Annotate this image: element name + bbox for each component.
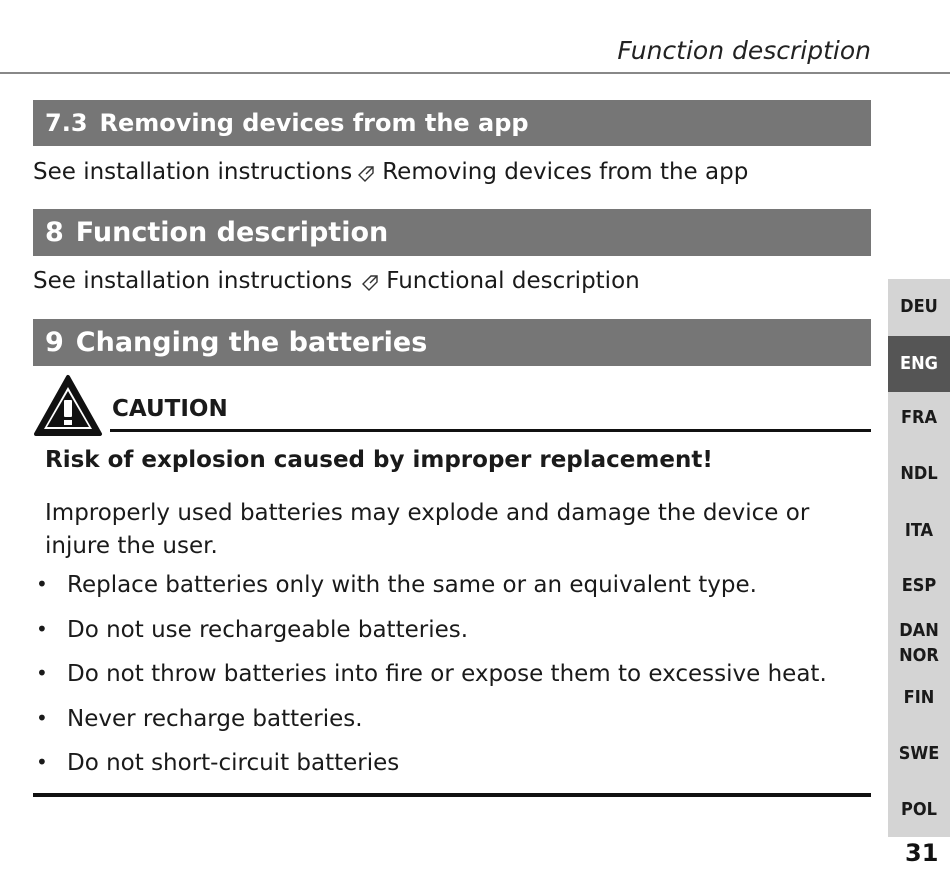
precaution-list	[33, 572, 827, 795]
section-7-3-text	[33, 159, 748, 185]
caution-rule	[110, 429, 871, 432]
warning-title: Risk of explosion caused by improper replacement!	[45, 447, 713, 473]
section-title: Function description	[75, 217, 389, 248]
tab-deu[interactable]: DEU	[900, 296, 938, 317]
list-item: • Do not short-circuit batteries	[33, 750, 827, 795]
caution-label: CAUTION	[112, 396, 228, 422]
section-8-text	[33, 268, 640, 294]
reference-prefix: See installation instructions	[33, 159, 353, 185]
tab-pol[interactable]: POL	[901, 799, 937, 820]
list-item: • Do not throw batteries into fire or expose them to excessive heat.	[33, 661, 827, 706]
header-rule	[0, 72, 950, 74]
reference-prefix: See installation instructions	[33, 268, 353, 294]
list-item: • Replace batteries only with the same or an equivalent type.	[33, 572, 827, 617]
tab-esp[interactable]: ESP	[901, 575, 937, 596]
tab-fra[interactable]: FRA	[900, 407, 938, 428]
list-item: • Never recharge batteries.	[33, 706, 827, 751]
caution-bottom-rule	[33, 793, 871, 797]
page-number: 31	[905, 839, 939, 867]
tab-dan-nor[interactable]: DAN NOR	[899, 620, 939, 666]
section-heading-7-3	[33, 100, 871, 146]
section-title: Removing devices from the app	[99, 109, 529, 137]
tab-ndl[interactable]: NDL	[900, 463, 938, 484]
tab-swe[interactable]: SWE	[898, 743, 940, 764]
section-title: Changing the batteries	[75, 327, 428, 358]
section-heading-8	[33, 209, 871, 256]
arrow-reference-icon	[360, 271, 382, 293]
list-item: • Do not use rechargeable batteries.	[33, 617, 827, 662]
section-number: 9	[45, 327, 64, 358]
tab-fin[interactable]: FIN	[903, 687, 935, 708]
arrow-reference-icon	[356, 162, 378, 184]
tab-ita[interactable]: ITA	[904, 520, 934, 541]
warning-text: Improperly used batteries may explode and damage the device or injure the user.	[45, 500, 810, 559]
language-tab-strip	[888, 279, 950, 837]
reference-target: Functional description	[386, 268, 640, 294]
warning-triangle-icon	[33, 374, 103, 438]
running-header: Function description	[617, 36, 871, 65]
reference-target: Removing devices from the app	[382, 159, 749, 185]
section-number: 8	[45, 217, 64, 248]
section-heading-9	[33, 319, 871, 366]
section-number: 7.3	[45, 109, 88, 137]
tab-eng[interactable]: ENG	[888, 336, 950, 392]
